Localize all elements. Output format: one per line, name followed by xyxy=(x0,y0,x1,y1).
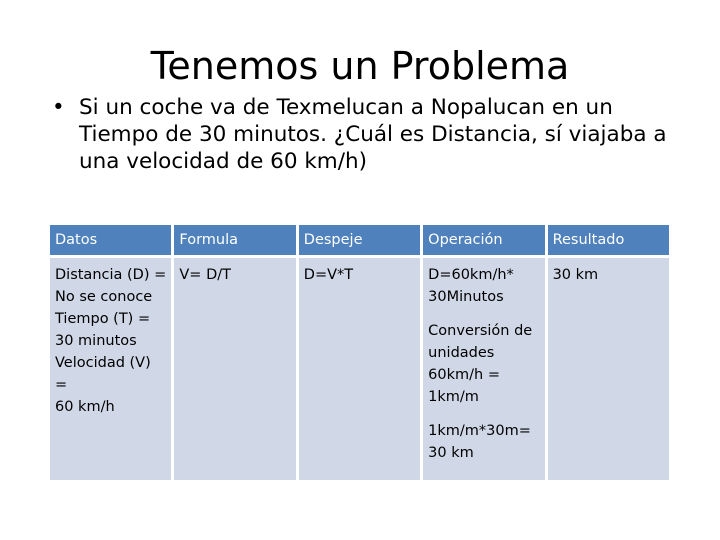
datos-line: 60 km/h xyxy=(55,399,115,415)
slide-title: Tenemos un Problema xyxy=(150,44,570,88)
header-resultado: Resultado xyxy=(548,225,669,255)
calculation-line: 1km/m*30m= xyxy=(428,423,531,439)
cell-operacion xyxy=(423,258,544,480)
problem-text: Si un coche va de Texmelucan a Nopalucan en un Tiempo de 30 minutos. ¿Cuál es Distancia, sí viajaba a una velocidad de 60 km/h) xyxy=(79,95,667,174)
datos-line: Tiempo (T) = xyxy=(55,311,151,327)
operacion-line: D=60km/h* xyxy=(428,267,514,283)
problem-statement xyxy=(52,94,682,175)
table-header-row xyxy=(50,225,669,255)
header-despeje: Despeje xyxy=(299,225,420,255)
conversion-line: 1km/m xyxy=(428,389,479,405)
problem-table xyxy=(47,222,672,483)
datos-line: 30 minutos xyxy=(55,333,137,349)
cell-formula: V= D/T xyxy=(174,258,295,480)
operacion-line: 30Minutos xyxy=(428,289,504,305)
conversion-line: unidades xyxy=(428,345,495,361)
header-operacion: Operación xyxy=(423,225,544,255)
header-formula: Formula xyxy=(174,225,295,255)
header-datos: Datos xyxy=(50,225,171,255)
cell-datos xyxy=(50,258,171,480)
cell-despeje: D=V*T xyxy=(299,258,420,480)
calculation-line: 30 km xyxy=(428,445,474,461)
cell-resultado: 30 km xyxy=(548,258,669,480)
conversion-line: Conversión de xyxy=(428,323,533,339)
datos-line: Distancia (D) = xyxy=(55,267,167,283)
conversion-line: 60km/h = xyxy=(428,367,500,383)
datos-line: No se conoce xyxy=(55,289,153,305)
datos-line: Velocidad (V) = xyxy=(55,355,151,393)
table-row xyxy=(50,258,669,480)
bullet-dot-icon: • xyxy=(52,95,65,120)
